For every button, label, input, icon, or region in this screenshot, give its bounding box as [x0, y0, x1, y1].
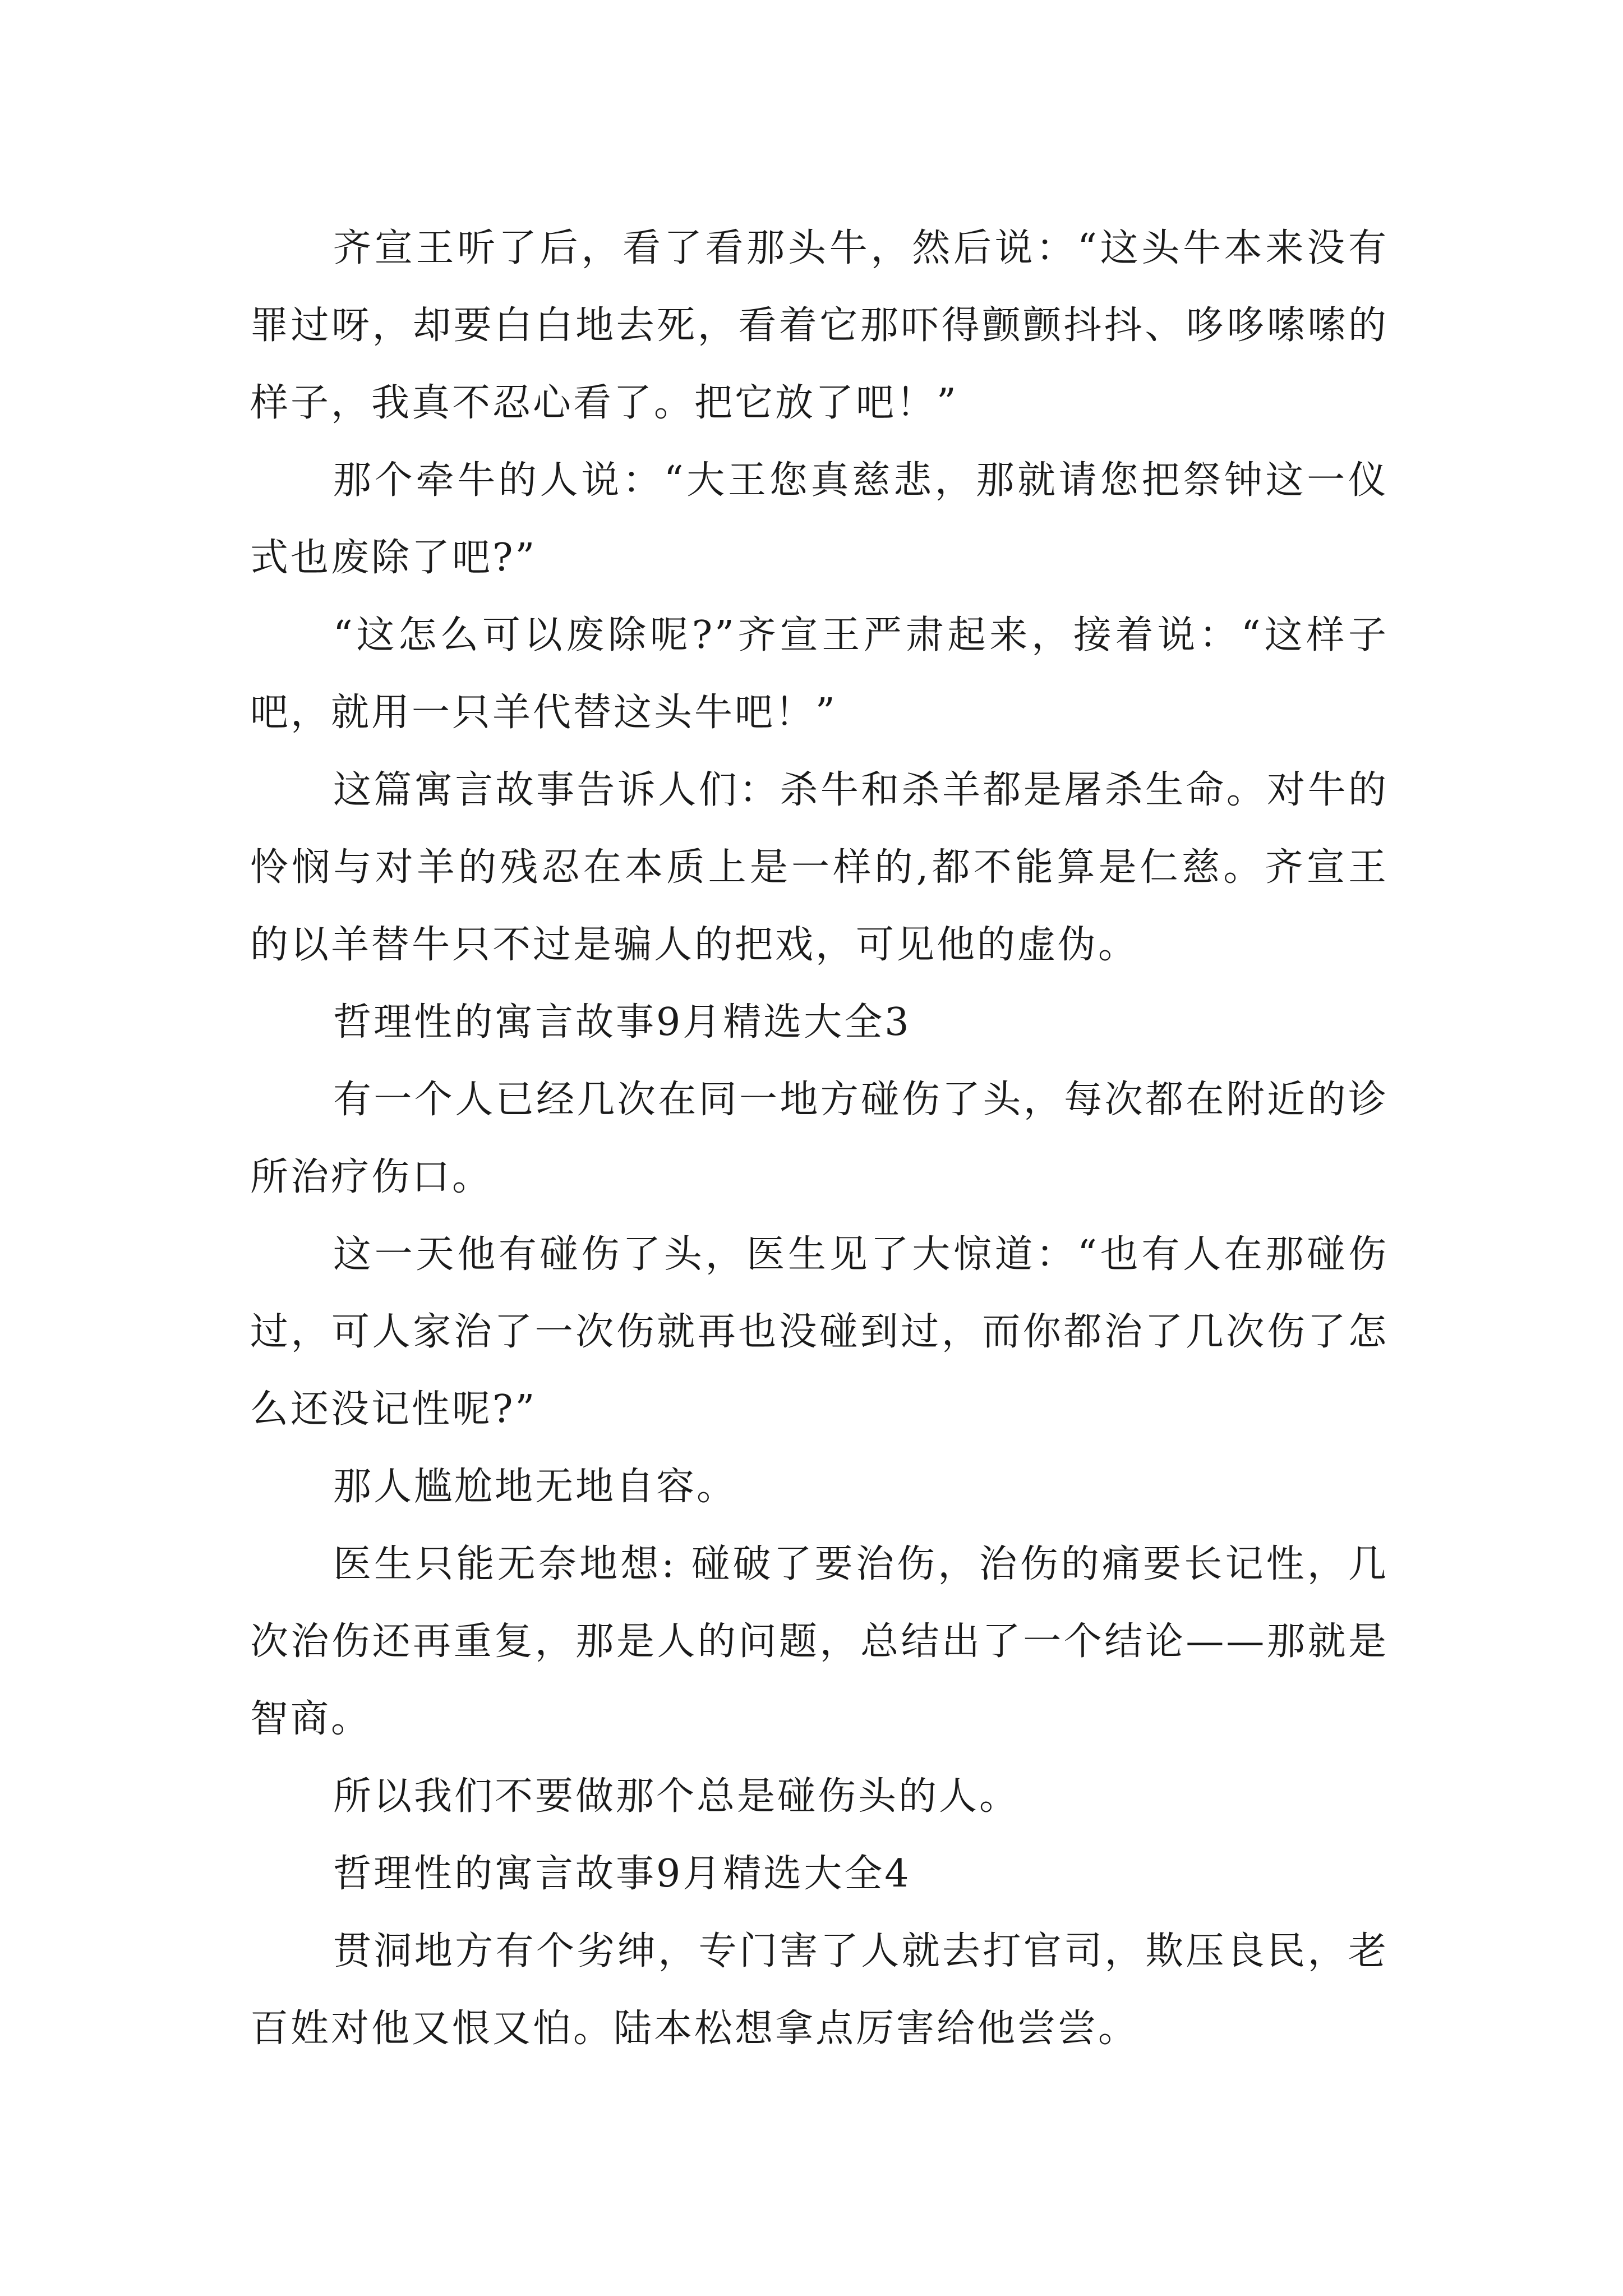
- paragraph: 有一个人已经几次在同一地方碰伤了头，每次都在附近的诊所治疗伤口。: [250, 1078, 1389, 1199]
- paragraph: 医生只能无奈地想: 碰破了要治伤，治伤的痛要长记性，几次治伤还再重复，那是人的问题，总结出了一个结论——那就是智商。: [250, 1542, 1389, 1741]
- document-body: [250, 210, 1389, 2068]
- section-heading: 哲理性的寓言故事9月精选大全4: [333, 1852, 911, 1896]
- paragraph: 这篇寓言故事告诉人们：杀牛和杀羊都是屠杀生命。对牛的怜悯与对羊的残忍在本质上是一样的,都不能算是仁慈。齐宣王的以羊替牛只不过是骗人的把戏，可见他的虚伪。: [250, 768, 1389, 967]
- section-heading: 哲理性的寓言故事9月精选大全3: [333, 1000, 911, 1045]
- paragraph: 齐宣王听了后，看了看那头牛，然后说：“这头牛本来没有罪过呀，却要白白地去死，看着它那吓得颤颤抖抖、哆哆嗦嗦的样子，我真不忍心看了。把它放了吧！”: [250, 226, 1389, 425]
- paragraph: 这一天他有碰伤了头，医生见了大惊道：“也有人在那碰伤过，可人家治了一次伤就再也没碰到过，而你都治了几次伤了怎么还没记性呢?”: [250, 1232, 1389, 1432]
- paragraph: “这怎么可以废除呢?”齐宣王严肃起来，接着说：“这样子吧，就用一只羊代替这头牛吧！”: [250, 613, 1389, 735]
- paragraph: 所以我们不要做那个总是碰伤头的人。: [333, 1774, 1020, 1819]
- paragraph: 那个牵牛的人说：“大王您真慈悲，那就请您把祭钟这一仪式也废除了吧?”: [250, 458, 1389, 580]
- paragraph: 那人尴尬地无地自容。: [333, 1465, 737, 1509]
- paragraph: 贯洞地方有个劣绅，专门害了人就去打官司，欺压良民，老百姓对他又恨又怕。陆本松想拿点厉害给他尝尝。: [250, 1929, 1389, 2051]
